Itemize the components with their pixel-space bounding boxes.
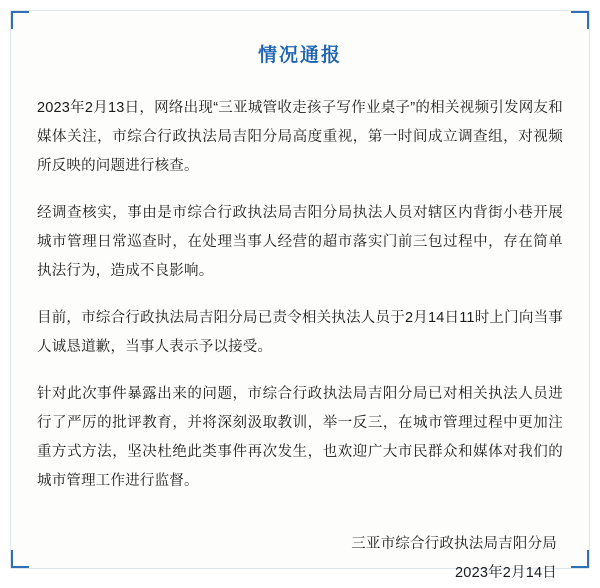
corner-mark-bottom-right	[571, 550, 589, 568]
corner-mark-top-right	[571, 11, 589, 29]
signature-organization: 三亚市综合行政执法局吉阳分局	[351, 535, 557, 552]
corner-mark-top-left	[11, 11, 29, 29]
page-title: 情况通报	[257, 45, 342, 66]
paragraph-2: 经调查核实，事由是市综合行政执法局吉阳分局执法人员对辖区内背街小巷开展城市管理日常巡查时，在处理当事人经营的超市落实门前三包过程中，存在简单执法行为，造成不良影响。	[37, 204, 563, 279]
signature-block	[37, 530, 563, 588]
paragraph-3: 目前，市综合行政执法局吉阳分局已责令相关执法人员于2月14日11时上门向当事人诚恳道歉，当事人表示予以接受。	[37, 309, 563, 355]
signature-date: 2023年2月14日	[455, 564, 557, 581]
announcement-card	[10, 10, 590, 581]
paragraph-4: 针对此次事件暴露出来的问题，市综合行政执法局吉阳分局已对相关执法人员进行了严厉的批评教育，并将深刻汲取教训，举一反三，在城市管理过程中更加注重方式方法，坚决杜绝此类事件再次发生，也欢迎广大市民群众和媒体对我们的城市管理工作进行监督。	[37, 385, 563, 489]
corner-mark-bottom-left	[11, 550, 29, 568]
paragraph-1: 2023年2月13日，网络出现“三亚城管收走孩子写作业桌子”的相关视频引发网友和媒体关注，市综合行政执法局吉阳分局高度重视，第一时间成立调查组，对视频所反映的问题进行核查。	[37, 99, 563, 174]
